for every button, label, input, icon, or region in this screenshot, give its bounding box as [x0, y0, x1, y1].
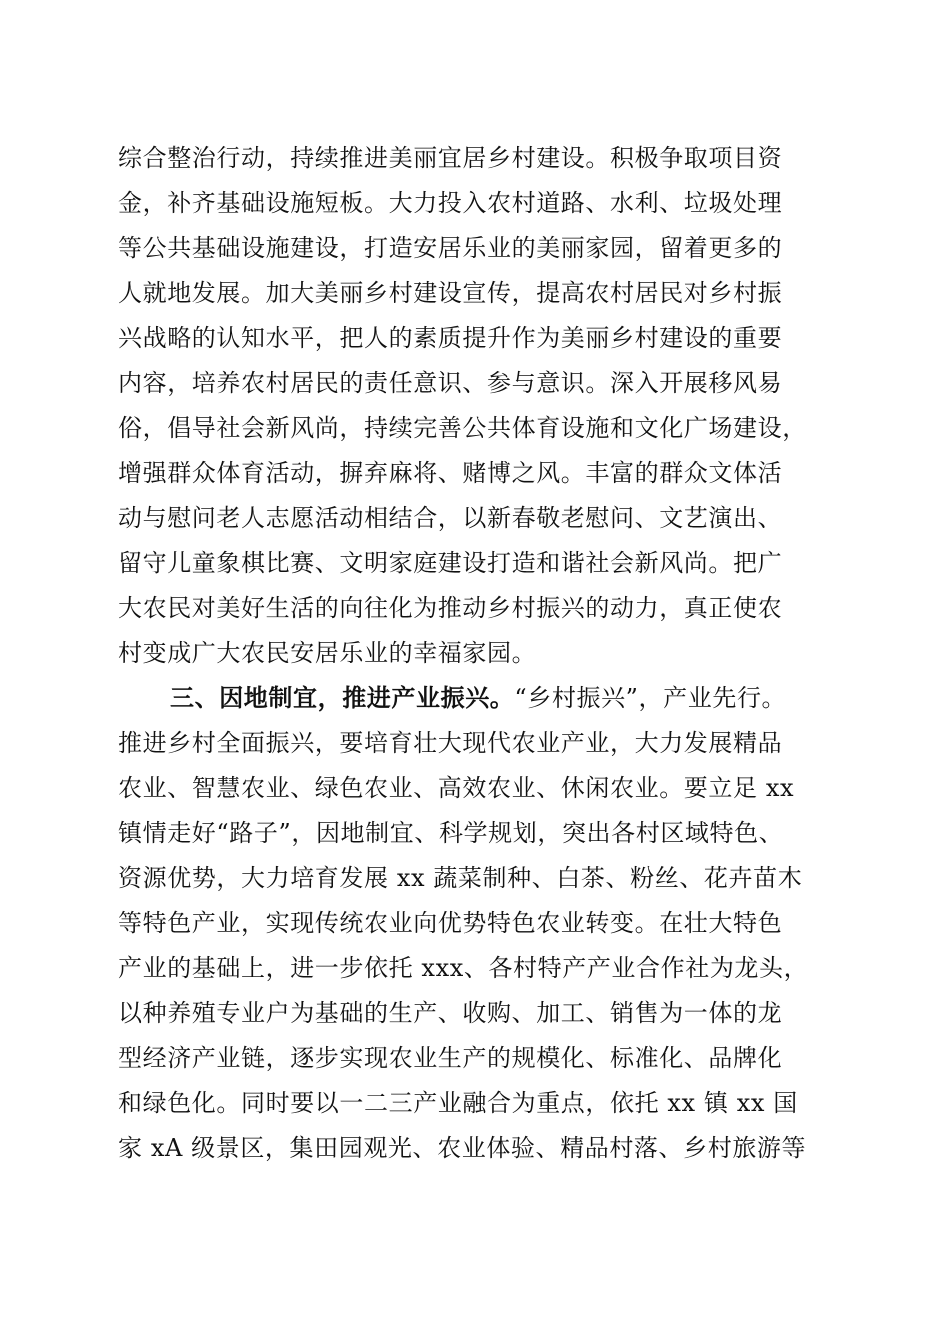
paragraph-1-line: 增强群众体育活动，摒弃麻将、赌博之风。丰富的群众文体活	[118, 459, 783, 487]
paragraph-1-line: 等公共基础设施建设，打造安居乐业的美丽家园，留着更多的	[118, 234, 783, 262]
paragraph-2-line: 产业的基础上，进一步依托 xxx、各村特产产业合作社为龙头，	[118, 954, 809, 982]
paragraph-2-line: 以种养殖专业户为基础的生产、收购、加工、销售为一体的龙	[118, 999, 783, 1027]
paragraph-2-line: 和绿色化。同时要以一二三产业融合为重点，依托 xx 镇 xx 国	[118, 1089, 798, 1117]
paragraph-1-line: 人就地发展。加大美丽乡村建设宣传，提高农村居民对乡村振	[118, 279, 783, 307]
paragraph-1-line: 内容，培养农村居民的责任意识、参与意识。深入开展移风易	[118, 369, 783, 397]
paragraph-2-line: 资源优势，大力培育发展 xx 蔬菜制种、白茶、粉丝、花卉苗木	[118, 864, 803, 892]
paragraph-1-line: 村变成广大农民安居乐业的幸福家园。	[118, 639, 537, 667]
section-heading: 三、因地制宜，推进产业振兴。	[170, 683, 515, 712]
paragraph-2-line: 家 xA 级景区，集田园观光、农业体验、精品村落、乡村旅游等	[118, 1134, 807, 1162]
paragraph-1-line: 综合整治行动，持续推进美丽宜居乡村建设。积极争取项目资	[118, 144, 783, 172]
paragraph-2-line: 推进乡村全面振兴，要培育壮大现代农业产业，大力发展精品	[118, 729, 783, 757]
paragraph-2-line: 农业、智慧农业、绿色农业、高效农业、休闲农业。要立足 xx	[118, 774, 795, 802]
paragraph-1-line: 大农民对美好生活的向往化为推动乡村振兴的动力，真正使农	[118, 594, 783, 622]
paragraph-2-line: 型经济产业链，逐步实现农业生产的规模化、标准化、品牌化	[118, 1044, 783, 1072]
paragraph-1-line: 兴战略的认知水平，把人的素质提升作为美丽乡村建设的重要	[118, 324, 783, 352]
paragraph-2-line: 镇情走好“路子”，因地制宜、科学规划，突出各村区域特色、	[118, 819, 784, 847]
paragraph-2-first-line	[170, 678, 838, 718]
paragraph-1-line: 俗，倡导社会新风尚，持续完善公共体育设施和文化广场建设，	[118, 414, 807, 442]
paragraph-1-line: 留守儿童象棋比赛、文明家庭建设打造和谐社会新风尚。把广	[118, 549, 783, 577]
paragraph-1-line: 金，补齐基础设施短板。大力投入农村道路、水利、垃圾处理	[118, 189, 783, 217]
paragraph-1-line: 动与慰问老人志愿活动相结合，以新春敬老慰问、文艺演出、	[118, 504, 783, 532]
paragraph-2-line: 等特色产业，实现传统农业向优势特色农业转变。在壮大特色	[118, 909, 783, 937]
paragraph-2-lead: “乡村振兴”，产业先行。	[514, 684, 787, 712]
